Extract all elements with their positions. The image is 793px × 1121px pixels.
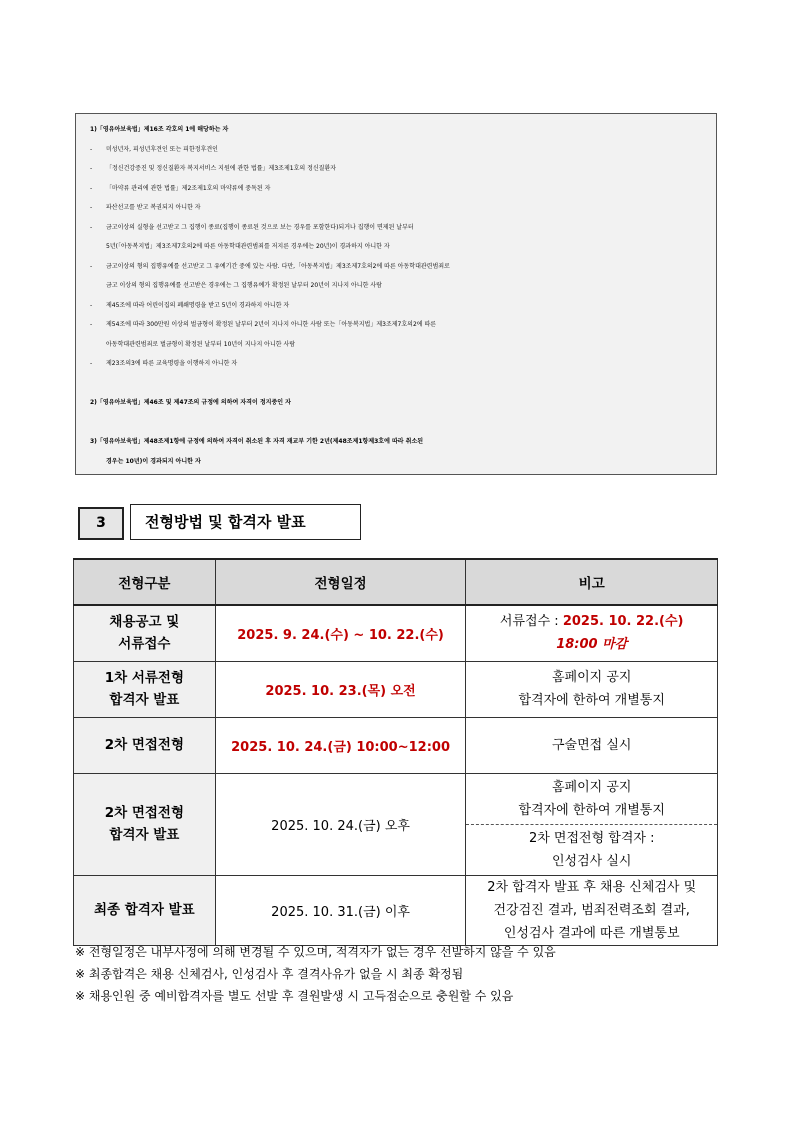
stage-line: 채용공고 및: [109, 614, 180, 631]
list-item: [90, 140, 708, 160]
item2: 2)「영유아보육법」제46조 및 제47조의 규정에 의하여 자격이 정지중인 자: [90, 399, 291, 406]
note-cell: [466, 605, 718, 661]
list-item-text: 「마약류 관리에 관한 법률」제2조제1호의 마약류에 중독된 자: [106, 184, 271, 192]
list-item-text: 제45조에 따라 어린이집의 폐쇄명령을 받고 5년이 경과하지 아니한 자: [106, 301, 290, 309]
note-line: 인성검사 실시: [551, 853, 632, 869]
stage-cell: [74, 661, 216, 717]
stage-line: 서류접수: [118, 636, 171, 653]
footnote: ※ 채용인원 중 예비합격자를 별도 선발 후 결원발생 시 고득점순으로 충원할 수 있음: [75, 989, 514, 1003]
dash-bullet: -: [90, 360, 93, 367]
dash-bullet: -: [90, 301, 93, 309]
disqualification-box: [75, 113, 717, 475]
stage-line: 합격자 발표: [109, 827, 180, 843]
list-item-text: 제54조에 따라 300만원 이상의 벌금형이 확정된 날부터 2년이 지나지 아니한 사람 또는「아동복지법」제3조제7호의2에 따른: [106, 321, 437, 328]
stage-cell: [74, 605, 216, 661]
footnote: ※ 최종합격은 채용 신체검사, 인성검사 후 결격사유가 없을 시 최종 확정됨: [75, 967, 464, 981]
note-line: 인성검사 결과에 따른 개별통보: [503, 925, 680, 941]
note-line: 합격자에 한하여 개별통지: [518, 802, 665, 818]
dash-bullet: -: [90, 145, 93, 153]
stage-line: 1차 서류전형: [104, 670, 185, 686]
list-item-text: 제23조의3에 따른 교육명령을 이행하지 아니한 자: [106, 360, 238, 367]
list-item-text: 금고이상의 형의 집행유예를 선고받고 그 유예기간 중에 있는 사람. 다만,「아동복지법」제3조제7호의2에 따른 아동학대관련범죄로: [106, 262, 450, 270]
dash-bullet: -: [90, 204, 93, 211]
list-item-text: 미성년자, 피성년후견인 또는 피한정후견인: [106, 145, 218, 153]
item3-line2: 경우는 10년)이 경과되지 아니한 자: [106, 457, 201, 465]
schedule-cell: 2025. 10. 31.(금) 이후: [215, 875, 466, 945]
stage-line: 합격자 발표: [109, 692, 180, 708]
note-line: 홈페이지 공지: [551, 670, 632, 685]
list-item-text: 아동학대관련범죄로 벌금형이 확정된 날부터 10년이 지나지 아니한 사람: [106, 340, 296, 348]
item1-title: 1)「영유아보육법」제16조 각호의 1에 해당하는 자: [90, 126, 229, 133]
note-cell: [466, 661, 718, 717]
note-cell: [466, 875, 718, 945]
dash-bullet: -: [90, 184, 93, 192]
stage-cell: [74, 773, 216, 875]
list-item-text: 파산선고를 받고 복권되지 아니한 자: [106, 204, 201, 211]
table-row: [74, 875, 718, 945]
header-schedule: 전형일정: [215, 559, 466, 605]
list-item-continuation: [90, 276, 708, 296]
note-cell: 구술면접 실시: [466, 717, 718, 773]
note-part-b: [466, 825, 717, 875]
note-line: 홈페이지 공지: [551, 779, 632, 795]
list-item: [90, 257, 708, 277]
stage-cell: 최종 합격자 발표: [74, 875, 216, 945]
list-item-continuation: [90, 335, 708, 355]
list-item: [90, 315, 708, 335]
footnote: ※ 전형일정은 내부사정에 의해 변경될 수 있으며, 적격자가 없는 경우 선발하지 않을 수 있음: [75, 945, 556, 959]
note-prefix: 서류접수 :: [499, 614, 563, 630]
dash-bullet: -: [90, 223, 93, 231]
list-item: [90, 218, 708, 238]
list-item: [90, 296, 708, 316]
item3-line1: 3)「영유아보육법」제48조제1항에 규정에 의하여 자격이 취소된 후 자격 재교부 기한 2년(제48조제1항제3호에 따라 취소된: [90, 438, 424, 445]
item1-sublist: [90, 140, 708, 374]
note-part-a: [466, 774, 717, 825]
note-line: 합격자에 한하여 개별통지: [518, 693, 665, 708]
schedule-cell: 2025. 10. 24.(금) 오후: [215, 773, 466, 875]
section-title: 전형방법 및 합격자 발표: [130, 504, 361, 540]
list-item-text: 금고 이상의 형의 집행유예를 선고받은 경우에는 그 집행유예가 확정된 날부터 20년이 지나지 아니한 사람: [106, 282, 382, 289]
note-time: 18:00 마감: [556, 637, 628, 653]
list-item: [90, 198, 708, 218]
header-note: 비고: [466, 559, 718, 605]
footnotes: [75, 941, 556, 1007]
table-row: [74, 773, 718, 875]
schedule-table: [73, 558, 718, 946]
list-item-text: 「정신건강증진 및 정신질환자 복지서비스 지원에 관한 법률」제3조제1호의 정신질환자: [106, 165, 337, 172]
table-row: [74, 717, 718, 773]
note-date: 2025. 10. 22.(수): [562, 614, 684, 630]
table-row: [74, 605, 718, 661]
dash-bullet: -: [90, 321, 93, 328]
disqualification-list: [90, 120, 708, 471]
schedule-cell: 2025. 10. 24.(금) 10:00~12:00: [215, 717, 466, 773]
list-item-text: 금고이상의 실형을 선고받고 그 집행이 종료(집행이 종료된 것으로 보는 경우를 포함한다)되거나 집행이 면제된 날부터: [106, 223, 414, 231]
schedule-cell: 2025. 10. 23.(목) 오전: [215, 661, 466, 717]
dash-bullet: -: [90, 262, 93, 270]
schedule-cell: 2025. 9. 24.(수) ~ 10. 22.(수): [215, 605, 466, 661]
section-number: 3: [78, 507, 124, 540]
header-stage: 전형구분: [74, 559, 216, 605]
list-item: [90, 179, 708, 199]
stage-line: 2차 면접전형: [104, 805, 185, 821]
list-item-continuation: [90, 237, 708, 257]
list-item: [90, 159, 708, 179]
note-line: 건강검진 결과, 범죄전력조회 결과,: [493, 902, 690, 918]
table-header-row: [74, 559, 718, 605]
list-item-text: 5년(「아동복지법」제3조제7호의2에 따른 아동학대관련범죄를 저지른 경우에는 20년)이 경과하지 아니한 자: [106, 243, 390, 250]
dash-bullet: -: [90, 165, 93, 172]
note-line: 2차 면접전형 합격자 :: [528, 830, 655, 846]
note-cell: [466, 773, 718, 875]
stage-cell: 2차 면접전형: [74, 717, 216, 773]
note-line: 2차 합격자 발표 후 채용 신체검사 및: [487, 879, 697, 895]
table-row: [74, 661, 718, 717]
list-item: [90, 354, 708, 374]
